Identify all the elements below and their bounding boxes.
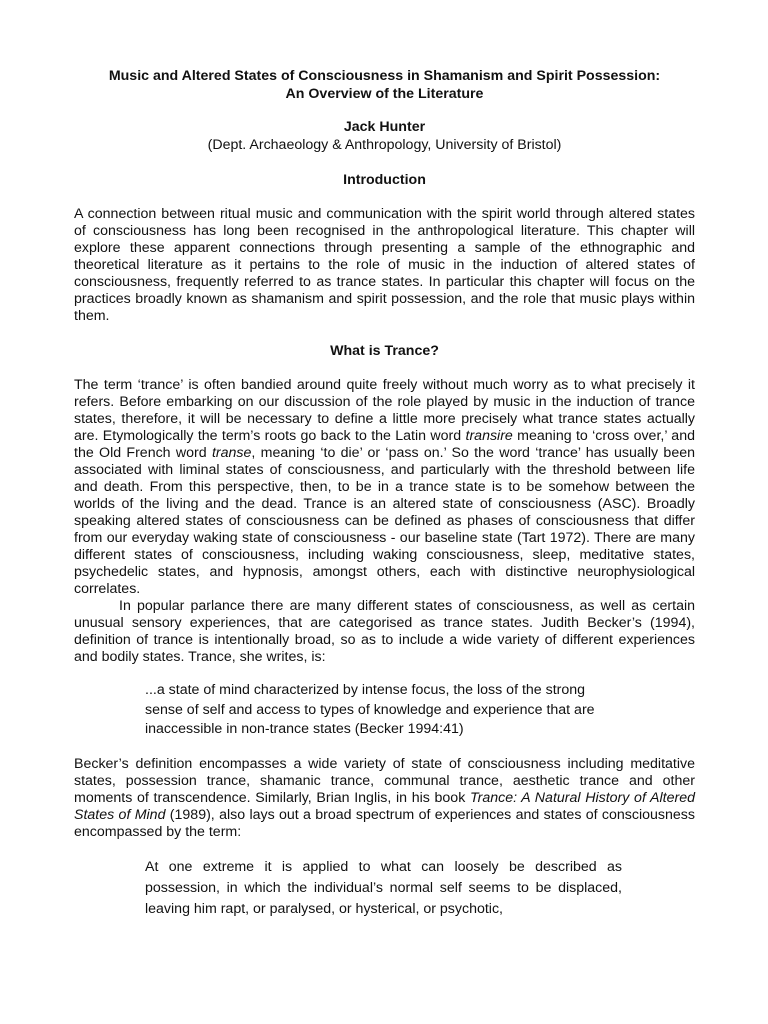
trance-paragraph-3	[74, 756, 695, 841]
trance-p3-text-c: (1989), also lays out a broad spectrum of experiences and states of consciousness encompassed by the term:	[74, 806, 695, 840]
author-affiliation: (Dept. Archaeology & Anthropology, University of Bristol)	[207, 137, 562, 153]
author-name: Jack Hunter	[343, 119, 426, 135]
trance-paragraph-2: In popular parlance there are many different states of consciousness, as well as certain unusual sensory experiences, that are categorised as trance states. Judith Becker’s (1994), definition of trance is intentionally broad, so as to include a wide variety of different experiences and bodily states. Trance, she writes, is:	[74, 598, 695, 665]
block-quote-becker: ...a state of mind characterized by intense focus, the loss of the strong sense of self and access to types of knowledge and experience that are inaccessible in non-trance states (Becker 1994:41)	[145, 682, 595, 737]
trance-p3-text-a: Becker’s definition encompasses a wide variety of state of consciousness including meditative states, possession trance, shamanic trance, communal trance, aesthetic trance and other moments of transcendence. Similarly, Brian Inglis, in his book	[74, 755, 695, 806]
trance-p1-text-a: The term ‘trance’ is often bandied around quite freely without much worry as to what precisely it refers. Before embarking on our discussion of the role played by music in the induction of trance states, therefore, it will be necessary to define a little more precisely what trance states actually are. Etymologically the term’s roots go back to the Latin word	[74, 377, 695, 444]
section-heading-what-is-trance: What is Trance?	[330, 343, 439, 359]
paper-title-line-1: Music and Altered States of Consciousness in Shamanism and Spirit Possession:	[108, 68, 661, 84]
trance-paragraph-1	[74, 377, 695, 598]
introduction-paragraph: A connection between ritual music and communication with the spirit world through altered states of consciousness has long been recognised in the anthropological literature. This chapter will explore these apparent connections through presenting a sample of the ethnographic and theoretical literature as it pertains to the role of music in the induction of altered states of consciousness, frequently referred to as trance states. In particular this chapter will focus on the practices broadly known as shamanism and spirit possession, and the role that music plays within them.	[74, 206, 695, 324]
term-transire: transire	[465, 428, 513, 444]
paper-title-line-2: An Overview of the Literature	[285, 86, 484, 102]
trance-p1-text-c: meaning to ‘cross over,’ and the Old French word	[74, 428, 695, 461]
trance-p1-text-e: , meaning ‘to die’ or ‘pass on.’ So the word ‘trance’ has usually been associated with liminal states of consciousness, and particularly with the threshold between life and death. From this perspective, then, to be in a trance state is to be somehow between the worlds of the living and the dead. Trance is an altered state of consciousness (ASC). Broadly speaking altered states of consciousness can be defined as phases of consciousness that differ from our everyday waking state of consciousness - our baseline state (Tart 1972). There are many different states of consciousness, including waking consciousness, sleep, meditative states, psychedelic states, and hypnosis, amongst others, each with distinctive neurophysiological correlates.	[74, 445, 695, 597]
book-title-inglis: Trance: A Natural History of Altered States of Mind	[74, 789, 696, 823]
term-transe: transe	[211, 445, 252, 461]
section-heading-introduction: Introduction	[343, 172, 426, 188]
block-quote-inglis: At one extreme it is applied to what can loosely be described as possession, in which the individual’s normal self seems to be displaced, leaving him rapt, or paralysed, or hysterical, or psychotic,	[145, 858, 622, 917]
paper-title	[74, 67, 695, 103]
